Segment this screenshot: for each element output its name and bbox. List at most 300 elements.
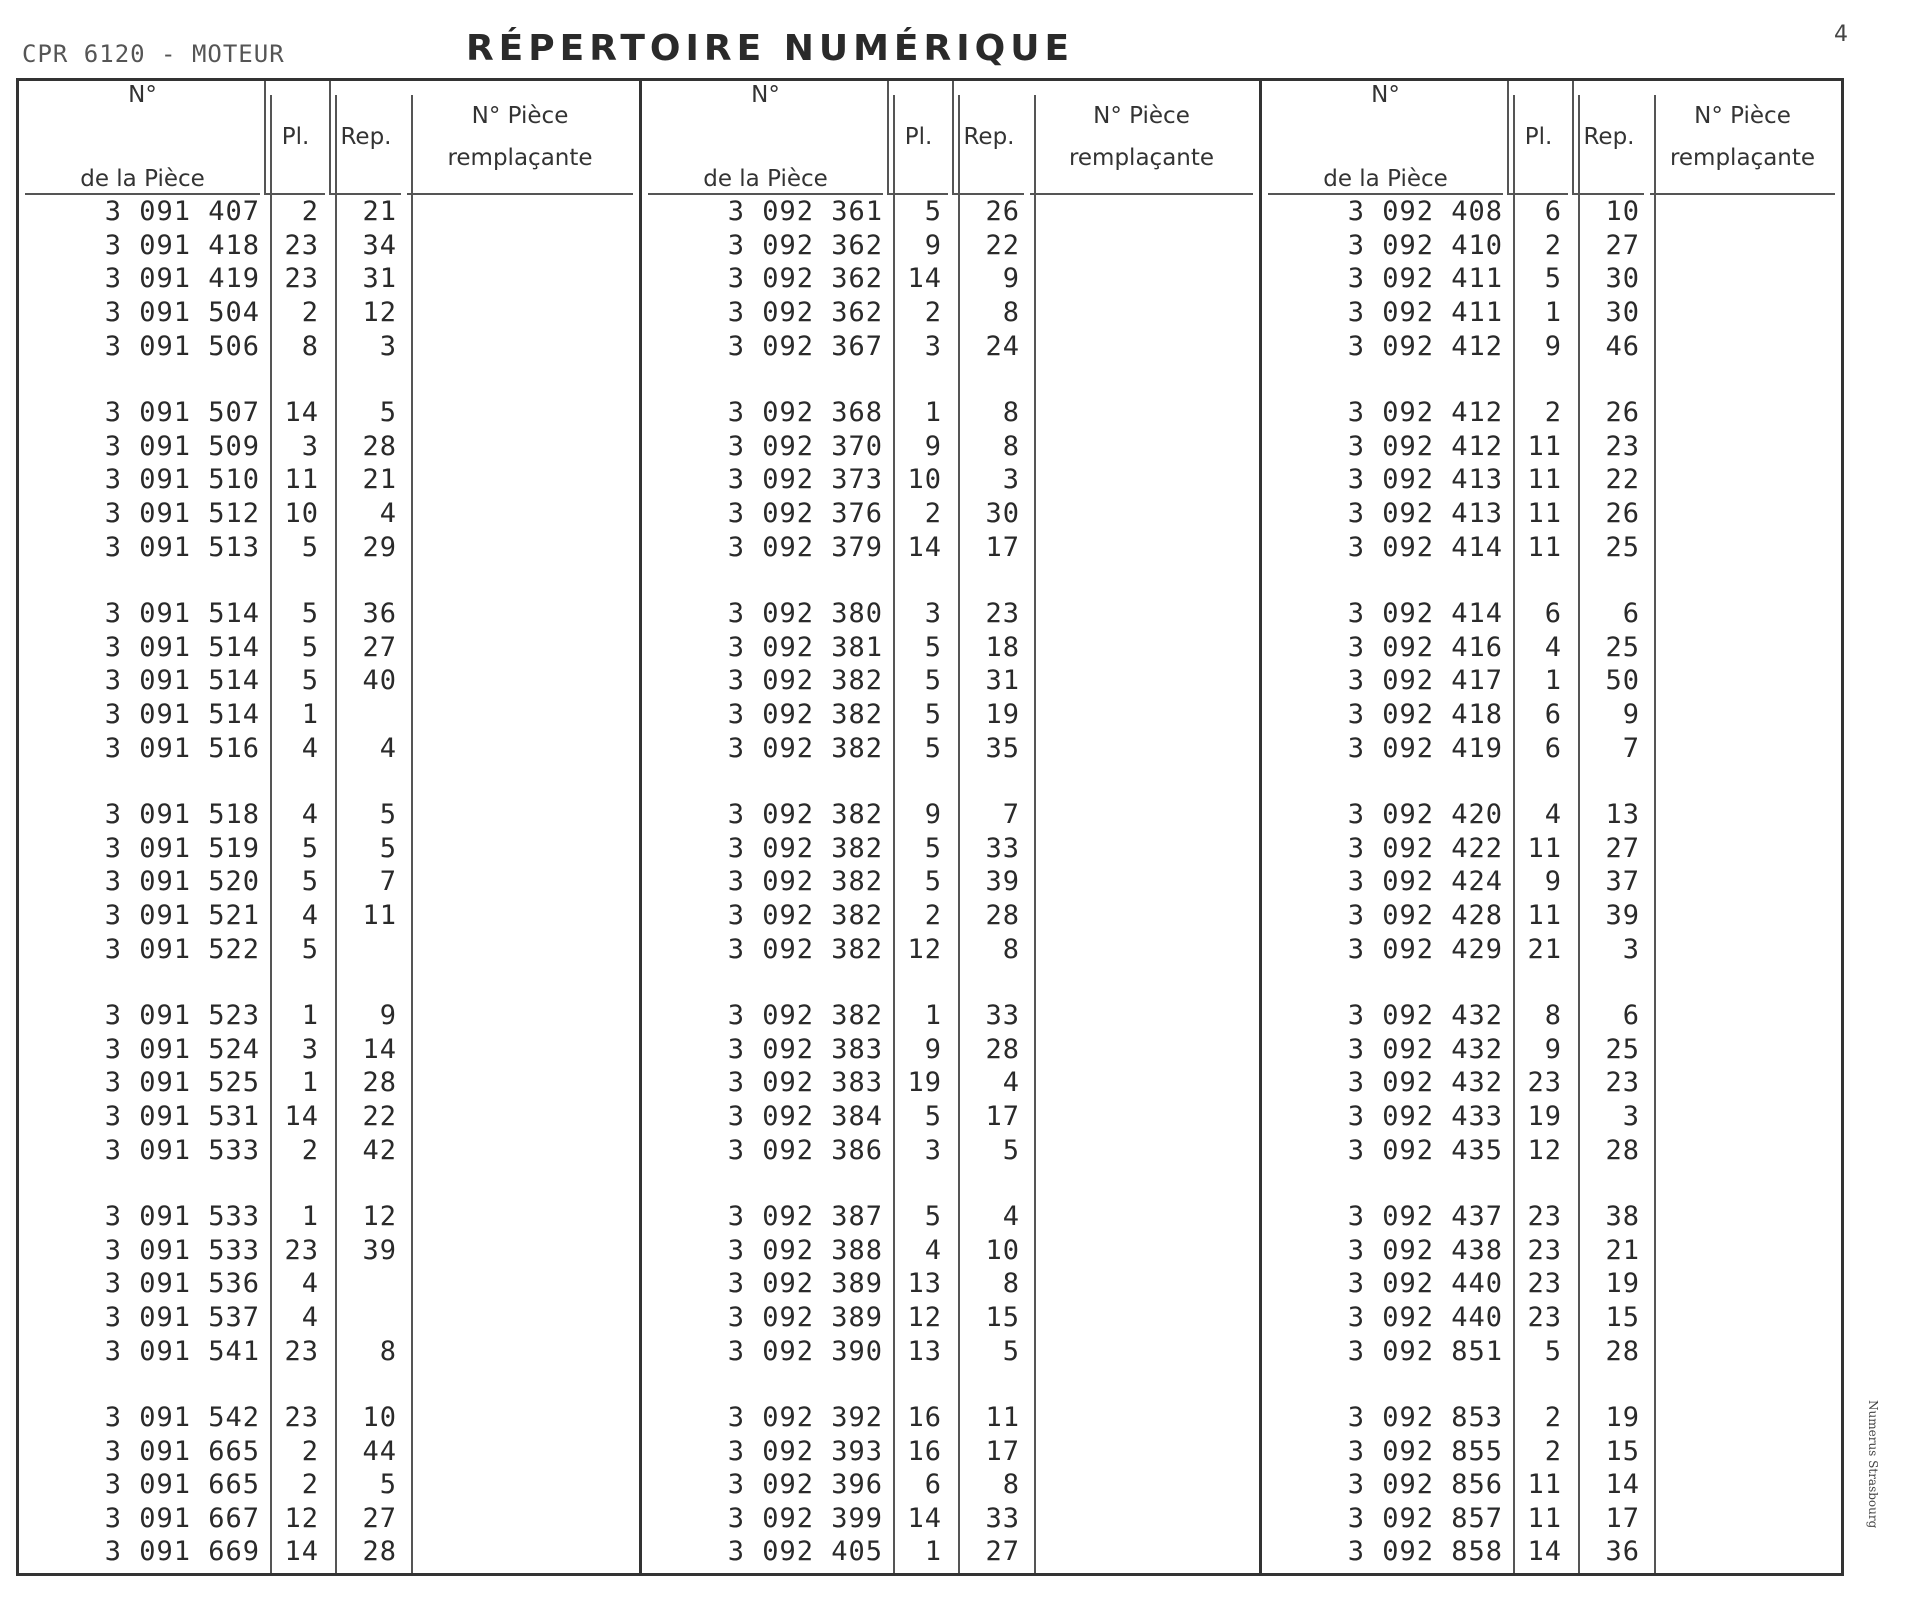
- part-number-cell: 3 092 382: [727, 665, 883, 697]
- table-row: [19, 1301, 639, 1335]
- column-header-row: [642, 81, 1259, 195]
- part-number-cell: 3 092 362: [727, 263, 883, 295]
- table-row: [1262, 1434, 1841, 1468]
- part-number-cell: 3 091 531: [104, 1100, 260, 1132]
- row-group: [1262, 999, 1841, 1167]
- reference-cell: 22: [985, 229, 1020, 261]
- plate-cell: 23: [1527, 1268, 1562, 1300]
- plate-cell: 9: [1544, 1033, 1562, 1065]
- part-number-cell: 3 092 432: [1347, 1033, 1503, 1065]
- reference-cell: 39: [985, 866, 1020, 898]
- plate-cell: 8: [301, 330, 319, 362]
- header-reference: Rep.: [952, 81, 1024, 195]
- part-number-cell: 3 091 514: [104, 665, 260, 697]
- table-row: [642, 1434, 1259, 1468]
- part-number-cell: 3 092 370: [727, 430, 883, 462]
- plate-cell: 1: [301, 699, 319, 731]
- plate-cell: 21: [1527, 933, 1562, 965]
- plate-cell: 4: [301, 899, 319, 931]
- part-number-cell: 3 092 362: [727, 229, 883, 261]
- plate-cell: 12: [907, 1301, 942, 1333]
- reference-cell: 8: [1002, 1268, 1020, 1300]
- reference-cell: 30: [985, 498, 1020, 530]
- reference-cell: 24: [985, 330, 1020, 362]
- plate-cell: 9: [924, 229, 942, 261]
- reference-cell: 4: [1002, 1201, 1020, 1233]
- reference-cell: 19: [1605, 1268, 1640, 1300]
- reference-cell: 26: [1605, 397, 1640, 429]
- plate-cell: 23: [1527, 1234, 1562, 1266]
- header-replacement-part: [1650, 81, 1835, 195]
- table-row: [642, 597, 1259, 631]
- table-body: [1262, 195, 1841, 1602]
- table-row: [19, 329, 639, 363]
- plate-cell: 16: [907, 1402, 942, 1434]
- table-row: [19, 1200, 639, 1234]
- reference-cell: 19: [985, 699, 1020, 731]
- table-row: [642, 1233, 1259, 1267]
- plate-cell: 9: [924, 799, 942, 831]
- part-number-cell: 3 092 429: [1347, 933, 1503, 965]
- plate-cell: 6: [924, 1469, 942, 1501]
- part-number-cell: 3 092 384: [727, 1100, 883, 1132]
- table-row: [19, 1502, 639, 1536]
- plate-cell: 10: [284, 498, 319, 530]
- header-replacement-part: [407, 81, 633, 195]
- table-row: [19, 1401, 639, 1435]
- part-number-cell: 3 091 537: [104, 1301, 260, 1333]
- plate-cell: 23: [284, 229, 319, 261]
- table-row: [1262, 664, 1841, 698]
- part-number-cell: 3 091 514: [104, 699, 260, 731]
- plate-cell: 1: [301, 1067, 319, 1099]
- plate-cell: 2: [301, 1134, 319, 1166]
- part-number-cell: 3 091 513: [104, 531, 260, 563]
- table-row: [642, 932, 1259, 966]
- part-number-cell: 3 092 438: [1347, 1234, 1503, 1266]
- reference-cell: 44: [362, 1435, 397, 1467]
- part-number-cell: 3 091 523: [104, 1000, 260, 1032]
- plate-cell: 19: [1527, 1100, 1562, 1132]
- row-group: [19, 195, 639, 363]
- plate-cell: 2: [301, 1435, 319, 1467]
- part-number-cell: 3 091 514: [104, 631, 260, 663]
- column-header-row: [1262, 81, 1841, 195]
- table-row: [642, 229, 1259, 263]
- part-number-cell: 3 091 521: [104, 899, 260, 931]
- plate-cell: 4: [301, 799, 319, 831]
- reference-cell: 46: [1605, 330, 1640, 362]
- part-number-cell: 3 092 420: [1347, 799, 1503, 831]
- plate-cell: 9: [924, 430, 942, 462]
- part-number-cell: 3 091 510: [104, 464, 260, 496]
- reference-cell: 28: [985, 1033, 1020, 1065]
- row-group: [1262, 195, 1841, 363]
- reference-cell: 23: [1605, 1067, 1640, 1099]
- row-group: [642, 999, 1259, 1167]
- part-number-cell: 3 091 514: [104, 598, 260, 630]
- part-number-cell: 3 092 433: [1347, 1100, 1503, 1132]
- reference-cell: 9: [379, 1000, 397, 1032]
- table-row: [19, 631, 639, 665]
- row-group: [642, 597, 1259, 765]
- plate-cell: 5: [301, 866, 319, 898]
- part-number-cell: 3 092 414: [1347, 598, 1503, 630]
- reference-cell: 21: [362, 196, 397, 228]
- table-row: [1262, 1032, 1841, 1066]
- part-number-cell: 3 092 382: [727, 899, 883, 931]
- table-row: [642, 296, 1259, 330]
- part-number-cell: 3 091 533: [104, 1234, 260, 1266]
- plate-cell: 1: [924, 1000, 942, 1032]
- part-number-cell: 3 092 440: [1347, 1268, 1503, 1300]
- reference-cell: 27: [362, 1502, 397, 1534]
- reference-cell: 17: [985, 1100, 1020, 1132]
- reference-cell: 3: [1622, 1100, 1640, 1132]
- reference-cell: 5: [379, 799, 397, 831]
- reference-cell: 5: [379, 397, 397, 429]
- reference-cell: 14: [1605, 1469, 1640, 1501]
- table-row: [19, 731, 639, 765]
- row-group: [642, 1401, 1259, 1569]
- part-number-cell: 3 092 435: [1347, 1134, 1503, 1166]
- table-panel-2: [639, 81, 1259, 1573]
- plate-cell: 3: [301, 430, 319, 462]
- plate-cell: 2: [1544, 397, 1562, 429]
- table-row: [642, 1334, 1259, 1368]
- part-number-cell: 3 092 858: [1347, 1536, 1503, 1568]
- part-number-cell: 3 092 405: [727, 1536, 883, 1568]
- plate-cell: 1: [924, 397, 942, 429]
- plate-cell: 2: [1544, 1402, 1562, 1434]
- table-row: [642, 832, 1259, 866]
- part-number-cell: 3 091 541: [104, 1335, 260, 1367]
- plate-cell: 5: [301, 665, 319, 697]
- reference-cell: 21: [362, 464, 397, 496]
- header-plate: Pl.: [1507, 81, 1568, 195]
- plate-cell: 5: [924, 1201, 942, 1233]
- reference-cell: 10: [985, 1234, 1020, 1266]
- reference-cell: 23: [985, 598, 1020, 630]
- part-number-cell: 3 092 389: [727, 1268, 883, 1300]
- reference-cell: 10: [362, 1402, 397, 1434]
- reference-cell: 4: [379, 732, 397, 764]
- plate-cell: 5: [924, 1100, 942, 1132]
- table-row: [19, 1233, 639, 1267]
- part-number-cell: 3 092 412: [1347, 330, 1503, 362]
- table-row: [642, 262, 1259, 296]
- reference-cell: 39: [362, 1234, 397, 1266]
- reference-cell: 31: [362, 263, 397, 295]
- plate-cell: 5: [301, 531, 319, 563]
- plate-cell: 11: [1527, 1502, 1562, 1534]
- table-row: [642, 1401, 1259, 1435]
- row-group: [19, 1401, 639, 1569]
- plate-cell: 4: [924, 1234, 942, 1266]
- part-number-cell: 3 092 853: [1347, 1402, 1503, 1434]
- table-row: [1262, 1200, 1841, 1234]
- column-header-row: [19, 81, 639, 195]
- plate-cell: 13: [907, 1268, 942, 1300]
- reference-cell: 8: [379, 1335, 397, 1367]
- table-row: [1262, 798, 1841, 832]
- reference-cell: 27: [362, 631, 397, 663]
- table-row: [642, 1468, 1259, 1502]
- table-row: [642, 899, 1259, 933]
- table-row: [1262, 698, 1841, 732]
- part-number-cell: 3 091 419: [104, 263, 260, 295]
- reference-cell: 15: [1605, 1301, 1640, 1333]
- plate-cell: 11: [1527, 498, 1562, 530]
- reference-cell: 4: [1002, 1067, 1020, 1099]
- plate-cell: 3: [924, 598, 942, 630]
- header-replacement-line2: remplaçante: [1068, 145, 1215, 171]
- header-part-number-line2: de la Pièce: [703, 166, 828, 192]
- table-row: [1262, 899, 1841, 933]
- table-row: [642, 1301, 1259, 1335]
- part-number-cell: 3 091 665: [104, 1435, 260, 1467]
- plate-cell: 2: [924, 498, 942, 530]
- table-row: [642, 463, 1259, 497]
- reference-cell: 12: [362, 297, 397, 329]
- table-row: [642, 798, 1259, 832]
- plate-cell: 2: [1544, 1435, 1562, 1467]
- reference-cell: 8: [1002, 1469, 1020, 1501]
- part-number-cell: 3 092 437: [1347, 1201, 1503, 1233]
- table-row: [1262, 430, 1841, 464]
- table-row: [1262, 229, 1841, 263]
- plate-cell: 11: [1527, 899, 1562, 931]
- table-row: [642, 731, 1259, 765]
- table-row: [19, 1535, 639, 1569]
- reference-cell: 4: [379, 498, 397, 530]
- reference-cell: 34: [362, 229, 397, 261]
- header-replacement-part: [1030, 81, 1253, 195]
- table-row: [642, 1100, 1259, 1134]
- part-number-cell: 3 091 533: [104, 1201, 260, 1233]
- part-number-cell: 3 092 380: [727, 598, 883, 630]
- table-row: [1262, 631, 1841, 665]
- header-part-number: [648, 81, 883, 195]
- reference-cell: 28: [1605, 1134, 1640, 1166]
- header-part-number-line1: N°: [751, 82, 780, 108]
- header-part-number: [1268, 81, 1503, 195]
- reference-cell: 11: [985, 1402, 1020, 1434]
- part-number-cell: 3 092 856: [1347, 1469, 1503, 1501]
- reference-cell: 5: [1002, 1134, 1020, 1166]
- table-row: [642, 195, 1259, 229]
- table-row: [642, 396, 1259, 430]
- plate-cell: 12: [284, 1502, 319, 1534]
- table-row: [1262, 731, 1841, 765]
- plate-cell: 2: [924, 899, 942, 931]
- reference-cell: 5: [379, 832, 397, 864]
- plate-cell: 23: [284, 1335, 319, 1367]
- reference-cell: 25: [1605, 631, 1640, 663]
- row-group: [642, 798, 1259, 966]
- table-panel-3: [1259, 81, 1841, 1573]
- reference-cell: 33: [985, 1502, 1020, 1534]
- part-number-cell: 3 092 382: [727, 866, 883, 898]
- table-row: [19, 932, 639, 966]
- plate-cell: 23: [284, 263, 319, 295]
- reference-cell: 7: [379, 866, 397, 898]
- header-reference: Rep.: [329, 81, 401, 195]
- plate-cell: 11: [1527, 464, 1562, 496]
- reference-cell: 33: [985, 832, 1020, 864]
- part-number-cell: 3 091 506: [104, 330, 260, 362]
- reference-cell: 39: [1605, 899, 1640, 931]
- plate-cell: 5: [301, 631, 319, 663]
- reference-cell: 8: [1002, 430, 1020, 462]
- table-row: [642, 1133, 1259, 1167]
- header-part-number: [25, 81, 260, 195]
- plate-cell: 5: [924, 699, 942, 731]
- reference-cell: 3: [1622, 933, 1640, 965]
- reference-cell: 15: [1605, 1435, 1640, 1467]
- plate-cell: 1: [924, 1536, 942, 1568]
- table-row: [1262, 1233, 1841, 1267]
- part-number-cell: 3 091 536: [104, 1268, 260, 1300]
- plate-cell: 5: [924, 631, 942, 663]
- table-row: [1262, 195, 1841, 229]
- reference-cell: 9: [1002, 263, 1020, 295]
- reference-cell: 50: [1605, 665, 1640, 697]
- plate-cell: 2: [301, 297, 319, 329]
- plate-cell: 5: [924, 665, 942, 697]
- part-number-cell: 3 092 381: [727, 631, 883, 663]
- part-number-cell: 3 092 376: [727, 498, 883, 530]
- plate-cell: 14: [284, 1536, 319, 1568]
- part-number-cell: 3 091 507: [104, 397, 260, 429]
- part-number-cell: 3 091 516: [104, 732, 260, 764]
- part-number-cell: 3 091 522: [104, 933, 260, 965]
- table-row: [1262, 1334, 1841, 1368]
- table-row: [1262, 1301, 1841, 1335]
- part-number-cell: 3 092 855: [1347, 1435, 1503, 1467]
- plate-cell: 13: [907, 1335, 942, 1367]
- table-row: [1262, 1066, 1841, 1100]
- reference-cell: 42: [362, 1134, 397, 1166]
- part-number-cell: 3 092 399: [727, 1502, 883, 1534]
- part-number-cell: 3 092 382: [727, 933, 883, 965]
- plate-cell: 9: [924, 1033, 942, 1065]
- table-row: [642, 1032, 1259, 1066]
- part-number-cell: 3 092 383: [727, 1033, 883, 1065]
- parts-index-table: [16, 78, 1844, 1576]
- table-row: [19, 865, 639, 899]
- reference-cell: 7: [1622, 732, 1640, 764]
- table-row: [19, 530, 639, 564]
- part-number-cell: 3 091 669: [104, 1536, 260, 1568]
- table-row: [19, 430, 639, 464]
- reference-cell: 15: [985, 1301, 1020, 1333]
- table-row: [1262, 1100, 1841, 1134]
- reference-cell: 17: [985, 531, 1020, 563]
- table-row: [642, 497, 1259, 531]
- plate-cell: 1: [1544, 297, 1562, 329]
- reference-cell: 5: [379, 1469, 397, 1501]
- plate-cell: 4: [1544, 799, 1562, 831]
- plate-cell: 23: [1527, 1301, 1562, 1333]
- reference-cell: 3: [379, 330, 397, 362]
- row-group: [642, 195, 1259, 363]
- table-row: [642, 631, 1259, 665]
- reference-cell: 22: [1605, 464, 1640, 496]
- part-number-cell: 3 092 428: [1347, 899, 1503, 931]
- part-number-cell: 3 092 440: [1347, 1301, 1503, 1333]
- part-number-cell: 3 091 512: [104, 498, 260, 530]
- table-row: [642, 1066, 1259, 1100]
- reference-cell: 18: [985, 631, 1020, 663]
- part-number-cell: 3 092 361: [727, 196, 883, 228]
- row-group: [19, 999, 639, 1167]
- part-number-cell: 3 092 408: [1347, 196, 1503, 228]
- plate-cell: 6: [1544, 196, 1562, 228]
- part-number-cell: 3 091 665: [104, 1469, 260, 1501]
- row-group: [1262, 1401, 1841, 1569]
- table-row: [1262, 1502, 1841, 1536]
- table-row: [19, 1468, 639, 1502]
- part-number-cell: 3 091 504: [104, 297, 260, 329]
- table-row: [1262, 530, 1841, 564]
- plate-cell: 11: [1527, 531, 1562, 563]
- part-number-cell: 3 092 382: [727, 1000, 883, 1032]
- table-row: [1262, 865, 1841, 899]
- table-row: [19, 463, 639, 497]
- printer-imprint: Numerus Strasbourg: [1866, 1400, 1880, 1529]
- part-number-cell: 3 091 519: [104, 832, 260, 864]
- table-row: [1262, 497, 1841, 531]
- part-number-cell: 3 092 412: [1347, 430, 1503, 462]
- part-number-cell: 3 092 379: [727, 531, 883, 563]
- plate-cell: 6: [1544, 699, 1562, 731]
- part-number-cell: 3 092 382: [727, 732, 883, 764]
- part-number-cell: 3 092 392: [727, 1402, 883, 1434]
- table-row: [642, 664, 1259, 698]
- plate-cell: 11: [1527, 832, 1562, 864]
- table-row: [19, 1133, 639, 1167]
- plate-cell: 14: [907, 531, 942, 563]
- part-number-cell: 3 092 367: [727, 330, 883, 362]
- table-row: [1262, 396, 1841, 430]
- reference-cell: 14: [362, 1033, 397, 1065]
- document-reference: CPR 6120 - MOTEUR: [22, 40, 285, 68]
- plate-cell: 5: [924, 866, 942, 898]
- header-part-number-line1: N°: [1371, 82, 1400, 108]
- table-row: [1262, 597, 1841, 631]
- plate-cell: 14: [284, 1100, 319, 1132]
- part-number-cell: 3 091 524: [104, 1033, 260, 1065]
- reference-cell: 12: [362, 1201, 397, 1233]
- part-number-cell: 3 091 518: [104, 799, 260, 831]
- plate-cell: 14: [907, 263, 942, 295]
- plate-cell: 12: [1527, 1134, 1562, 1166]
- plate-cell: 1: [301, 1000, 319, 1032]
- plate-cell: 12: [907, 933, 942, 965]
- plate-cell: 9: [1544, 330, 1562, 362]
- part-number-cell: 3 092 857: [1347, 1502, 1503, 1534]
- row-group: [1262, 1200, 1841, 1368]
- reference-cell: 25: [1605, 531, 1640, 563]
- table-row: [19, 497, 639, 531]
- row-group: [1262, 597, 1841, 765]
- row-group: [642, 396, 1259, 564]
- header-part-number-line2: de la Pièce: [80, 166, 205, 192]
- part-number-cell: 3 092 410: [1347, 229, 1503, 261]
- reference-cell: 28: [985, 899, 1020, 931]
- row-group: [642, 1200, 1259, 1368]
